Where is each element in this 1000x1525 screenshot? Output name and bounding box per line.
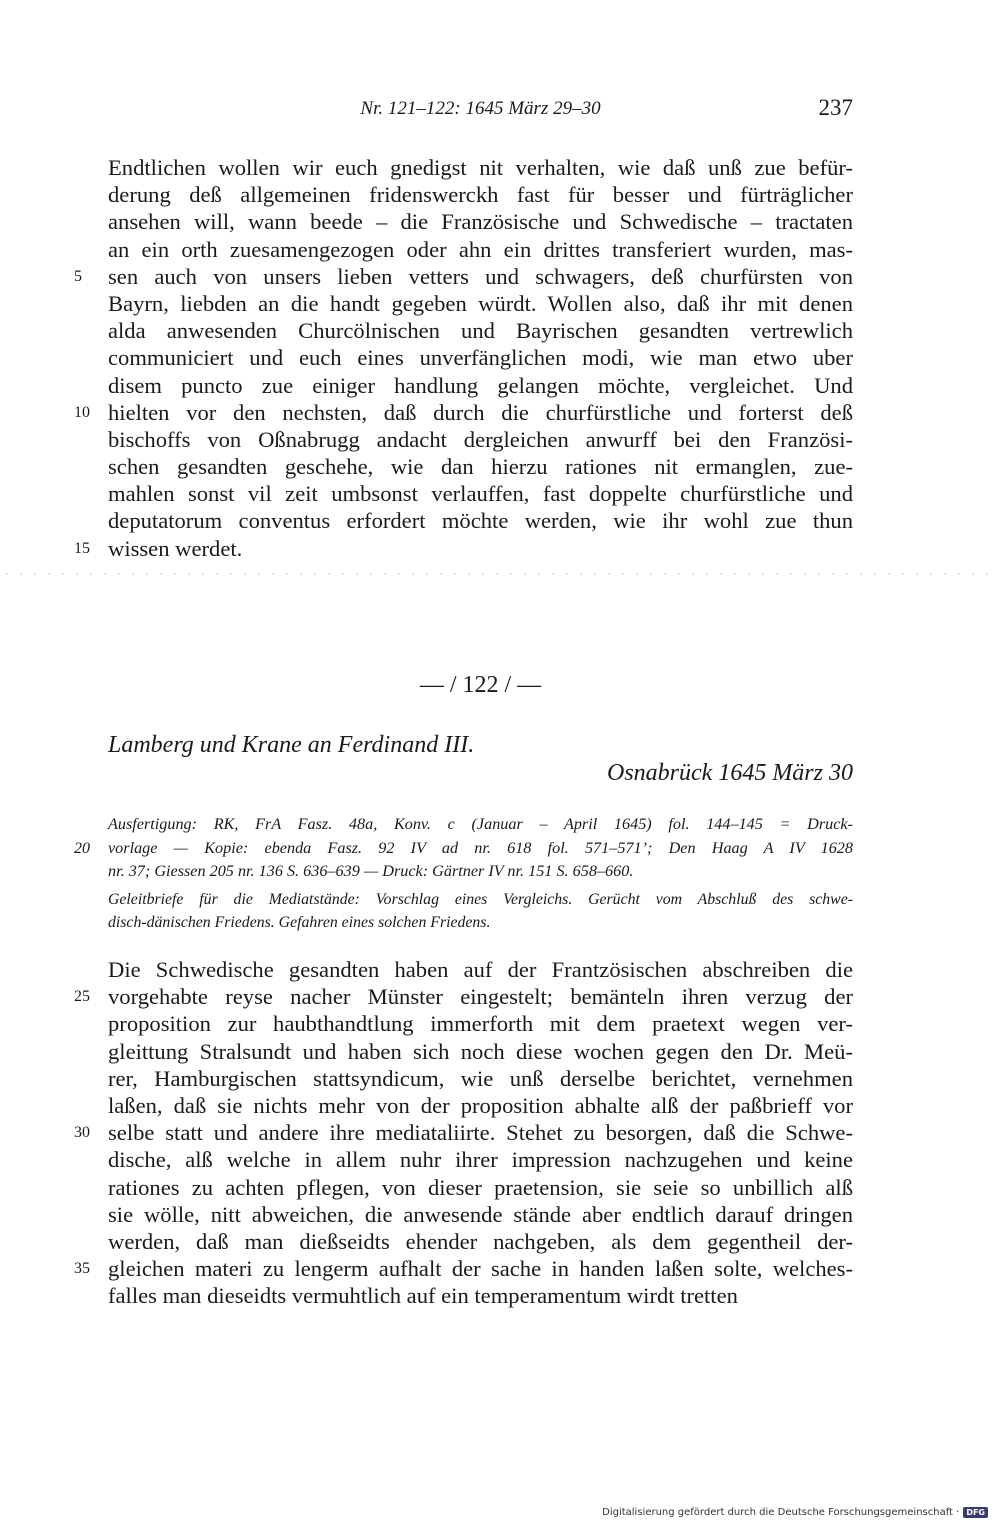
line-text: schen gesandten geschehe, wie dan hierzu rationes nit ermanglen, zue-: [108, 454, 853, 480]
line-text: ansehen will, wann beede – die Französische und Schwedische – tractaten: [108, 209, 853, 235]
line-text: Ausfertigung: RK, FrA Fasz. 48a, Konv. c (Januar – April 1645) fol. 144–145 = Druck-: [108, 815, 853, 833]
text-line: [108, 1282, 853, 1309]
text-line: [108, 1201, 853, 1228]
line-text: falles man dieseidts vermuhtlich auf ein temperamentum wirdt tretten: [108, 1283, 738, 1309]
text-line: [74, 1119, 853, 1146]
line-text: proposition zur haubthandtlung immerforth mit dem praetext wegen ver-: [108, 1011, 853, 1037]
line-text: Bayrn, liebden an die handt gegeben würdt. Wollen also, daß ihr mit denen: [108, 290, 853, 316]
footer-credit: [602, 1507, 988, 1518]
scan-artifact-dots: [0, 572, 1000, 576]
line-text: gleichen materi zu lengerm aufhalt der sache in handen laßen solte, welches-: [108, 1256, 853, 1282]
text-line: [108, 480, 853, 507]
text-line: [108, 956, 853, 983]
line-text: mahlen sonst vil zeit umbsonst verlauffen, fast doppelte churfürstliche und: [108, 481, 853, 507]
line-text: laßen, daß sie nichts mehr von der proposition abhalte alß der paßbrieff vor: [108, 1092, 853, 1118]
line-text: disem puncto zue einiger handlung gelangen möchte, vergleichet. Und: [108, 372, 853, 398]
line-text: derung deß allgemeinen fridenswerckh fast für besser und fürträglicher: [108, 182, 853, 208]
document-title: Lamberg und Krane an Ferdinand III.: [108, 732, 475, 758]
text-line: [74, 399, 853, 426]
line-text: hielten vor den nechsten, daß durch die churfürstliche und forterst deß: [108, 399, 853, 425]
text-line: [108, 208, 853, 235]
line-text: deputatorum conventus erfordert möchte werden, wie ihr wohl zue thun: [108, 508, 853, 534]
text-line: [108, 507, 853, 534]
line-text: an ein orth zuesamengezogen oder ahn ein drittes transferiert wurden, mas-: [108, 236, 853, 262]
text-line: [108, 1146, 853, 1173]
line-text: communiciert und euch eines unverfänglichen modi, wie man etwo uber: [108, 345, 853, 371]
text-line: [74, 983, 853, 1010]
text-line: [108, 1038, 853, 1065]
line-number: 20: [74, 839, 90, 857]
text-line: [108, 344, 853, 371]
text-line: [108, 181, 853, 208]
document-place-date: Osnabrück 1645 März 30: [607, 760, 853, 786]
line-text: dische, alß welche in allem nuhr ihrer impression nachzugehen und keine: [108, 1147, 853, 1173]
text-line: [108, 1174, 853, 1201]
text-line: [108, 888, 853, 911]
line-text: gleittung Stralsundt und haben sich noch diese wochen gegen den Dr. Meü-: [108, 1038, 853, 1064]
line-number: 15: [74, 539, 90, 557]
text-line: [108, 317, 853, 344]
text-section-1: [74, 154, 853, 562]
dfg-logo: DFG: [963, 1507, 988, 1518]
line-number: 25: [74, 988, 90, 1006]
text-section-2: [74, 956, 853, 1309]
line-text: Geleitbriefe für die Mediatstände: Vorschlag eines Vergleichs. Gerücht vom Abschluß des schwe-: [108, 891, 853, 908]
running-head-title: Nr. 121–122: 1645 März 29–30: [360, 98, 601, 119]
text-line: [108, 426, 853, 453]
line-text: rationes zu achten pflegen, von dieser praetension, sie seie so unbillich alß: [108, 1174, 853, 1200]
line-text: sen auch von unsers lieben vetters und schwagers, deß churfürsten von: [108, 263, 853, 289]
source-notes: [74, 813, 853, 884]
line-text: rer, Hamburgischen stattsyndicum, wie unß derselbe berichtet, vernehmen: [108, 1065, 853, 1091]
text-line: [108, 1065, 853, 1092]
text-line: [74, 1255, 853, 1282]
line-text: vorgehabte reyse nacher Münster eingestelt; bemänteln ihren verzug der: [108, 984, 853, 1010]
text-line: [108, 236, 853, 263]
text-line: [108, 154, 853, 181]
line-number: 35: [74, 1260, 90, 1278]
text-line: [108, 290, 853, 317]
text-line: [74, 263, 853, 290]
line-text: vorlage — Kopie: ebenda Fasz. 92 IV ad nr. 618 fol. 571–571’; Den Haag A IV 1628: [108, 838, 853, 857]
footer-text: Digitalisierung gefördert durch die Deutsche Forschungsgemeinschaft ·: [602, 1507, 960, 1518]
document-summary: [108, 888, 853, 934]
document-number: — / 122 / —: [419, 672, 542, 698]
line-text: werden, daß man dießseidts ehender nachgeben, als dem gegentheil der-: [108, 1228, 853, 1254]
text-line: [108, 453, 853, 480]
line-text: disch-dänischen Friedens. Gefahren eines solchen Friedens.: [108, 914, 491, 931]
line-text: alda anwesenden Churcölnischen und Bayrischen gesandten vertrewlich: [108, 318, 853, 344]
line-text: nr. 37; Giessen 205 nr. 136 S. 636–639 — Druck: Gärtner IV nr. 151 S. 658–660.: [108, 862, 634, 881]
text-line: [108, 1228, 853, 1255]
line-text: selbe statt und andere ihre mediataliirte. Stehet zu besorgen, daß die Schwe-: [108, 1120, 853, 1146]
text-line: [108, 911, 853, 934]
line-number: 5: [74, 267, 82, 285]
text-line: [108, 813, 853, 837]
page-number: 237: [818, 95, 853, 120]
text-line: [74, 837, 853, 861]
running-head: [108, 95, 853, 128]
line-number: 10: [74, 403, 90, 421]
line-text: sie wölle, nitt abweichen, die anwesende stände aber endtlich darauf dringen: [108, 1201, 853, 1227]
text-line: [108, 860, 853, 884]
line-text: Endtlichen wollen wir euch gnedigst nit verhalten, wie daß unß zue befür-: [108, 155, 853, 180]
line-text: wissen werdet.: [108, 535, 243, 561]
line-text: bischoffs von Oßnabrugg andacht dergleichen anwurff bei den Französi-: [108, 426, 853, 452]
line-number: 30: [74, 1124, 90, 1142]
line-text: Die Schwedische gesandten haben auf der Frantzösischen abschreiben die: [108, 957, 853, 982]
text-line: [108, 1092, 853, 1119]
text-line: [108, 372, 853, 399]
text-line: [74, 535, 853, 562]
text-line: [108, 1010, 853, 1037]
